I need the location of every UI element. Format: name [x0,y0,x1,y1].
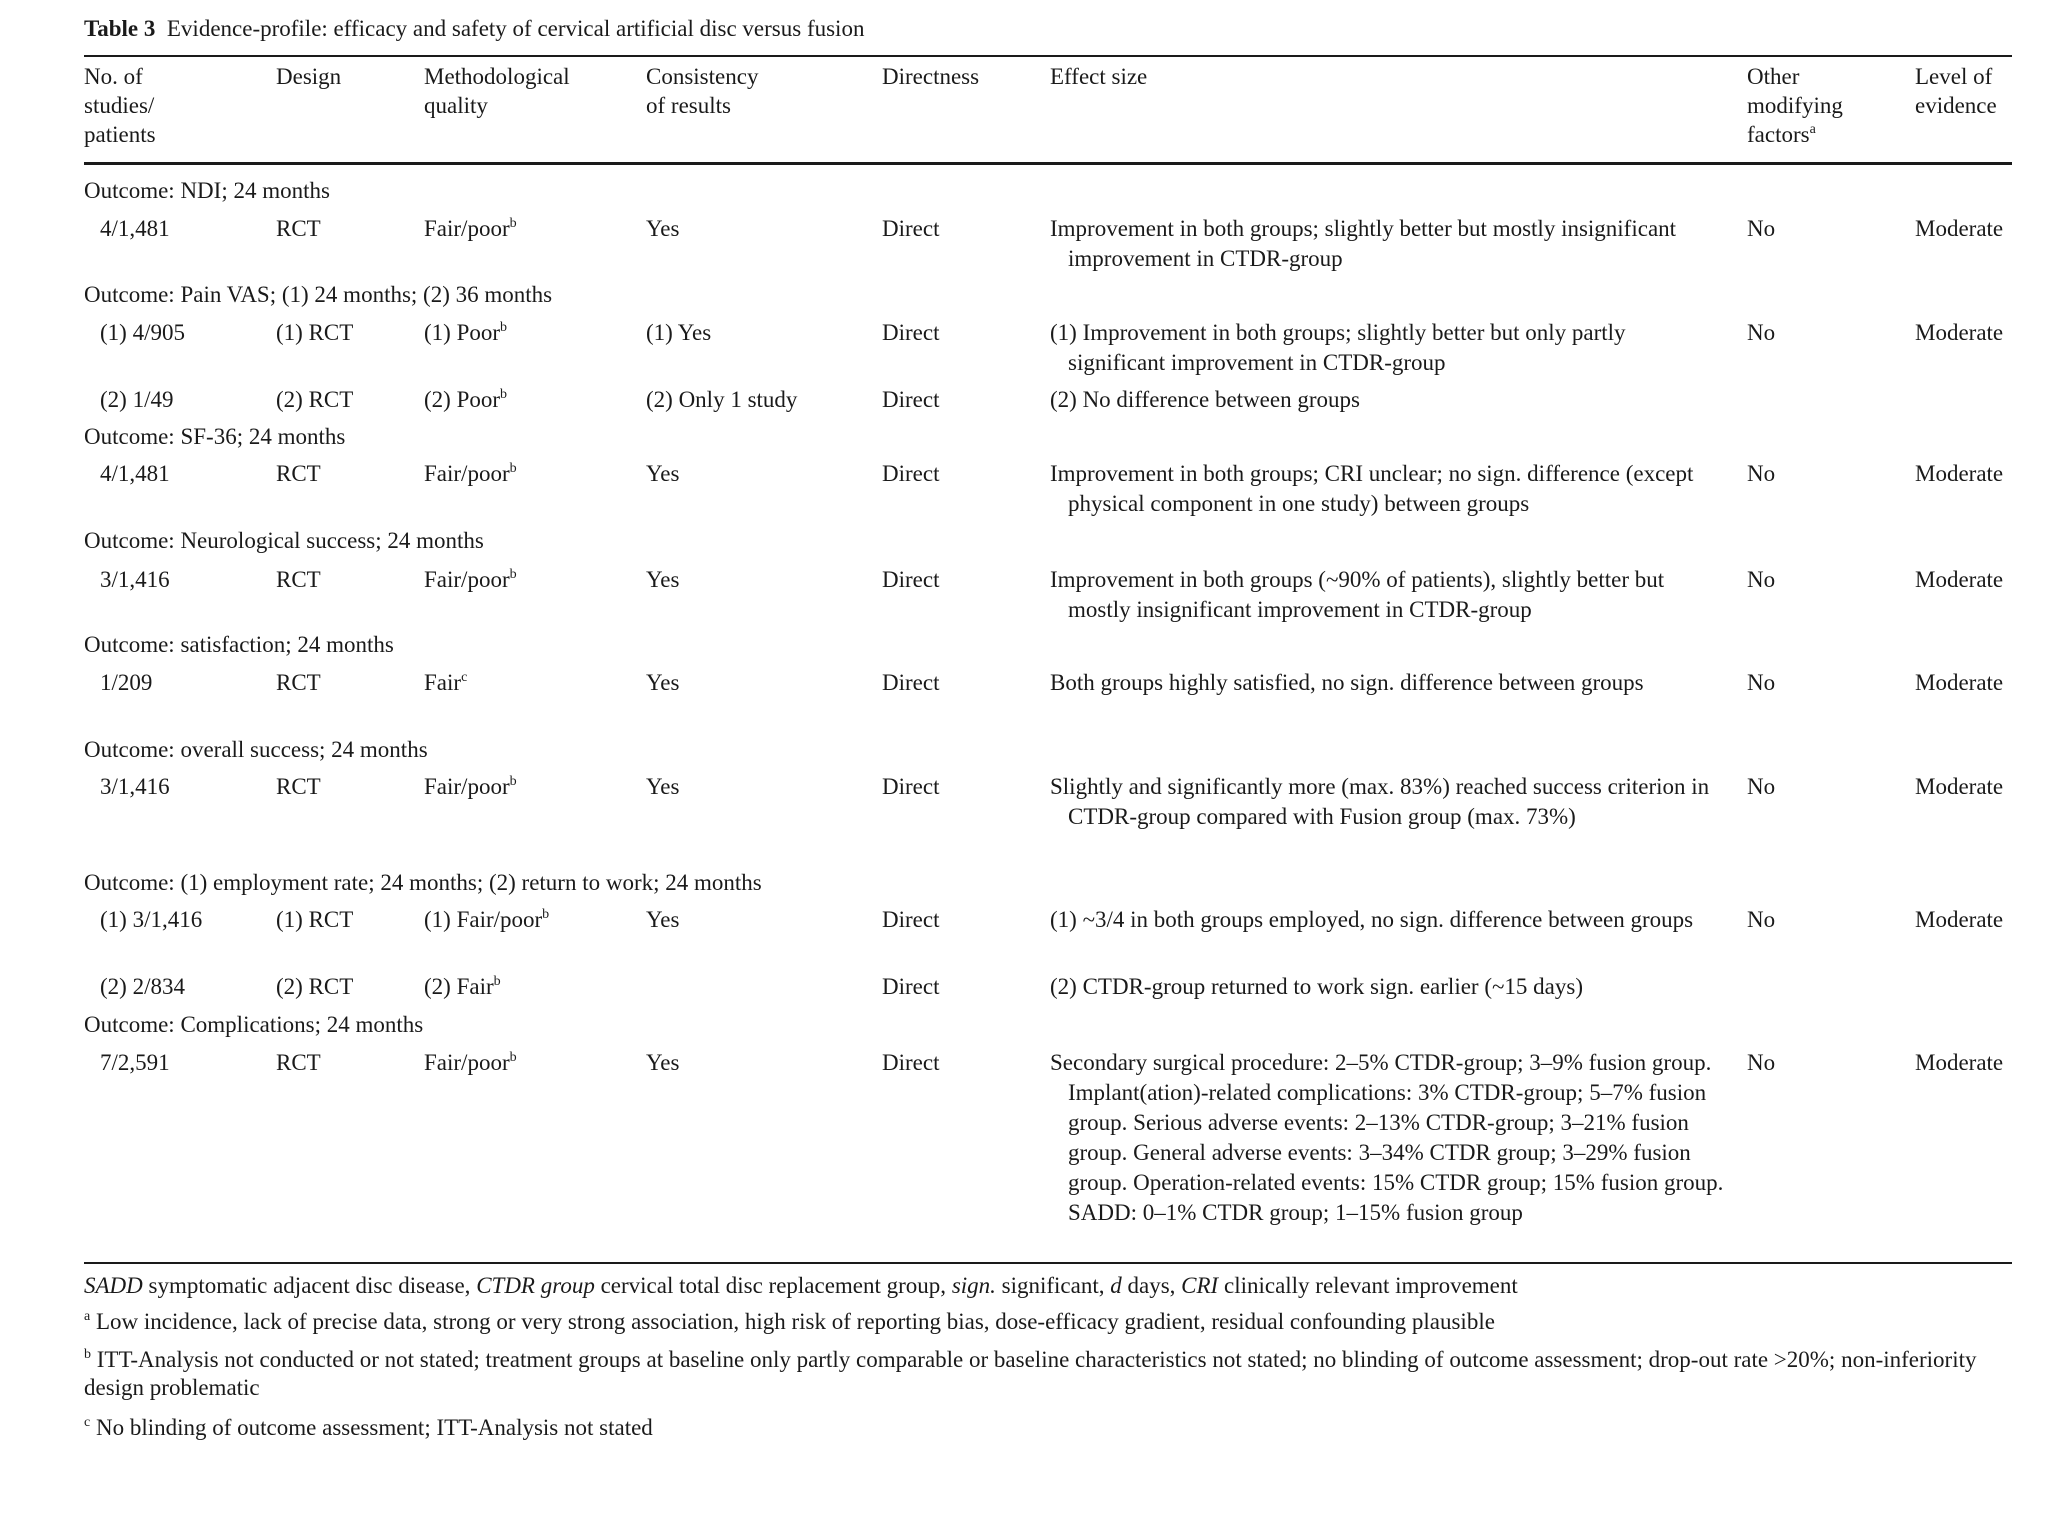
abbr-term: CRI [1181,1273,1219,1298]
top-rule [84,55,2012,57]
cell-consistency: Yes [646,907,680,932]
cell-quality-text: (2) Fair [424,974,494,999]
cell-level: Moderate [1915,1050,2004,1075]
cell-effect: (2) CTDR-group returned to work sign. earlier (~15 days) [1050,974,1583,999]
section-title: Outcome: Neurological success; 24 months [84,528,484,553]
cell-other: No [1747,670,1776,695]
abbr-def: significant, [995,1273,1111,1298]
cell-directness: Direct [882,567,940,592]
cell-quality-sup: b [509,216,517,231]
cell-other: No [1747,774,1776,799]
footnote-c [84,1414,2012,1442]
header-effect: Effect size [1050,64,1148,89]
cell-other: No [1747,1050,1776,1075]
table-caption-label: Table 3 [84,16,156,41]
cell-quality [424,318,507,348]
cell-design: (2) RCT [276,974,354,999]
cell-studies: (2) 1/49 [100,387,174,412]
cell-quality-text: Fair/poor [424,1050,510,1075]
section-title: Outcome: NDI; 24 months [84,178,330,203]
cell-quality [424,905,549,935]
section-title: Outcome: (1) employment rate; 24 months; (2) return to work; 24 months [84,870,762,895]
abbr-term: d [1110,1273,1122,1298]
footnote-mark: a [84,1309,91,1324]
cell-directness: Direct [882,461,940,486]
cell-quality-sup: b [542,907,550,922]
cell-quality [424,668,467,698]
cell-design: RCT [276,461,321,486]
header-design: Design [276,64,342,89]
cell-level: Moderate [1915,774,2004,799]
cell-effect: (2) No difference between groups [1050,387,1360,412]
footnote-b [84,1346,2012,1402]
cell-quality-text: Fair/poor [424,216,510,241]
cell-quality [424,1048,517,1078]
cell-directness: Direct [882,774,940,799]
cell-studies: 4/1,481 [100,216,170,241]
cell-level: Moderate [1915,461,2004,486]
cell-directness: Direct [882,974,940,999]
cell-design: RCT [276,1050,321,1075]
cell-design: (1) RCT [276,320,354,345]
cell-level: Moderate [1915,320,2004,345]
cell-quality [424,385,507,415]
cell-other: No [1747,907,1776,932]
cell-consistency: Yes [646,461,680,486]
cell-quality [424,972,501,1002]
footnote-text: ITT-Analysis not conducted or not stated; treatment groups at baseline only partly comparable or baseline characteristics not stated; no blinding of outcome assessment; drop-out rate >20%; non-inferiority design problematic [84,1347,1977,1400]
cell-other: No [1747,567,1776,592]
abbr-term: SADD [84,1273,143,1298]
cell-design: (1) RCT [276,907,354,932]
cell-level: Moderate [1915,567,2004,592]
cell-directness: Direct [882,670,940,695]
cell-other: No [1747,461,1776,486]
cell-quality-sup: b [500,320,508,335]
cell-quality-sup: b [509,774,517,789]
table-caption-text: Evidence-profile: efficacy and safety of cervical artificial disc versus fusion [166,16,865,41]
abbr-def: clinically relevant improvement [1218,1273,1518,1298]
cell-studies: 1/209 [100,670,153,695]
footnote-a [84,1308,2012,1336]
cell-level: Moderate [1915,216,2004,241]
header-consistency: Consistency of results [646,64,759,118]
cell-directness: Direct [882,216,940,241]
abbr-def: symptomatic adjacent disc disease, [142,1273,477,1298]
bottom-rule [84,1262,2012,1264]
cell-design: RCT [276,774,321,799]
cell-quality-text: Fair [424,670,462,695]
cell-quality-text: Fair/poor [424,567,510,592]
cell-consistency: (2) Only 1 study [646,387,798,412]
section-title: Outcome: SF-36; 24 months [84,424,346,449]
cell-studies: 7/2,591 [100,1050,170,1075]
cell-studies: 3/1,416 [100,774,170,799]
header-other-sup: a [1809,122,1816,137]
cell-level: Moderate [1915,670,2004,695]
cell-design: RCT [276,670,321,695]
cell-level: Moderate [1915,907,2004,932]
cell-studies: 4/1,481 [100,461,170,486]
footnote-text: Low incidence, lack of precise data, strong or very strong association, high risk of reporting bias, dose-efficacy gradient, residual confounding plausible [95,1309,1495,1334]
table-caption [84,16,864,42]
cell-other: No [1747,320,1776,345]
cell-effect: (1) Improvement in both groups; slightly better but only partly significant improvement in CTDR-group [1050,320,1626,375]
cell-consistency: Yes [646,216,680,241]
cell-quality [424,459,517,489]
cell-quality-sup: b [509,461,517,476]
cell-quality-sup: b [509,1050,517,1065]
cell-effect: Improvement in both groups; CRI unclear; no sign. difference (except physical component in one study) between groups [1050,461,1694,516]
cell-studies: (1) 4/905 [100,320,185,345]
cell-studies: (1) 3/1,416 [100,907,203,932]
cell-consistency: Yes [646,774,680,799]
abbr-term: CTDR group [476,1273,595,1298]
section-title: Outcome: satisfaction; 24 months [84,632,394,657]
cell-quality-text: Fair/poor [424,774,510,799]
footnote-mark: b [84,1347,91,1362]
abbr-term: sign. [951,1273,996,1298]
cell-quality-text: Fair/poor [424,461,510,486]
cell-consistency: Yes [646,670,680,695]
cell-consistency: Yes [646,1050,680,1075]
cell-quality-sup: c [461,670,468,685]
cell-quality [424,772,517,802]
cell-effect: Both groups highly satisfied, no sign. difference between groups [1050,670,1644,695]
cell-quality-text: (2) Poor [424,387,501,412]
section-title: Outcome: Pain VAS; (1) 24 months; (2) 36 months [84,282,553,307]
header-other [1747,62,1843,149]
cell-effect: Secondary surgical procedure: 2–5% CTDR-group; 3–9% fusion group. Implant(ation)-related complications: 3% CTDR-group; 5–7% fusion group. Serious adverse events: 2–13% CTDR-group; 3–21% fusion group. General adverse events: 3–34% CTDR group; 3–29% fusion group. Operation-related events: 15% CTDR group; 15% fusion group. SADD: 0–1% CTDR group; 1–15% fusion group [1050,1050,1724,1225]
cell-design: RCT [276,216,321,241]
cell-quality-sup: b [509,567,517,582]
footnote-mark: c [84,1415,91,1430]
cell-quality-text: (1) Poor [424,320,501,345]
cell-quality [424,565,517,595]
header-directness: Directness [882,64,980,89]
cell-quality-sup: b [493,974,501,989]
header-studies: No. of studies/ patients [84,64,156,147]
section-title: Outcome: overall success; 24 months [84,737,428,762]
cell-design: RCT [276,567,321,592]
cell-quality [424,214,517,244]
cell-effect: Slightly and significantly more (max. 83%) reached success criterion in CTDR-group compared with Fusion group (max. 73%) [1050,774,1710,829]
cell-design: (2) RCT [276,387,354,412]
cell-effect: Improvement in both groups; slightly better but mostly insignificant improvement in CTDR-group [1050,216,1677,271]
cell-directness: Direct [882,320,940,345]
cell-quality-sup: b [500,387,508,402]
abbr-def: cervical total disc replacement group, [594,1273,952,1298]
cell-directness: Direct [882,1050,940,1075]
footnote-text: No blinding of outcome assessment; ITT-Analysis not stated [95,1415,653,1440]
abbr-def: days, [1121,1273,1182,1298]
cell-studies: (2) 2/834 [100,974,185,999]
cell-effect: (1) ~3/4 in both groups employed, no sign. difference between groups [1050,907,1694,932]
section-title: Outcome: Complications; 24 months [84,1012,424,1037]
cell-effect: Improvement in both groups (~90% of patients), slightly better but mostly insignificant improvement in CTDR-group [1050,567,1665,622]
cell-directness: Direct [882,907,940,932]
footnote-abbreviations [84,1272,2012,1300]
cell-consistency: Yes [646,567,680,592]
header-rule [84,162,2012,165]
cell-quality-text: (1) Fair/poor [424,907,543,932]
cell-studies: 3/1,416 [100,567,170,592]
header-other-text: Other modifying factors [1747,64,1843,147]
header-quality: Methodological quality [424,64,570,118]
cell-other: No [1747,216,1776,241]
cell-directness: Direct [882,387,940,412]
cell-consistency: (1) Yes [646,320,712,345]
header-level: Level of evidence [1915,64,1997,118]
